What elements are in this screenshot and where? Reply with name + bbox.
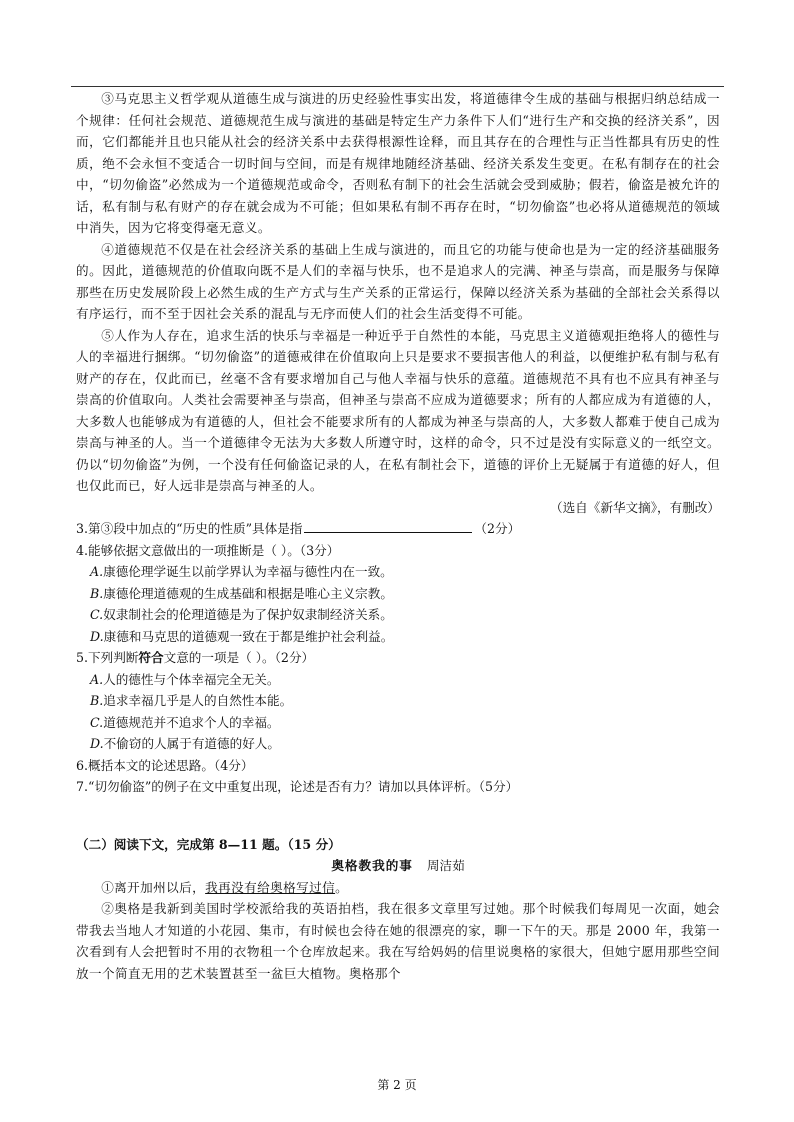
option-text: 追求幸福几乎是人的自然性本能。 (103, 693, 293, 708)
story-paragraph-2: ②奥格是我新到美国时学校派给我的英语拍档，我在很多文章里写过她。那个时候我们每周见一次面，她会带我去当地人才知道的小花园、集市，有时候也会待在她的很漂亮的家，聊一下午的天。那是 2000 年，我第一次看到有人会把暂时不用的衣物租一个仓库放起来。我在写给妈妈的信里说奥格的家很大，但她宁愿用那些空间放一个简直无用的艺术装置甚至一盆巨大植物。奥格那个 (76, 901, 720, 981)
story-title: 奥格教我的事 (331, 858, 413, 873)
paragraph-4: ④道德规范不仅是在社会经济关系的基础上生成与演进的，而且它的功能与使命也是为一定的经济基础服务的。因此，道德规范的价值取向既不是人们的幸福与快乐，也不是追求人的完满、神圣与崇高，而是服务与保障那些在历史发展阶段上必然生成的生产方式与生产关系的正常运行，保障以经济关系为基础的全部社会关系得以有序运行，而不至于因社会关系的混乱与无序而使人们的社会生活变得不可能。 (76, 241, 720, 321)
question-6: 6.概括本文的论述思路。（4分） (76, 757, 254, 773)
option-letter: A. (90, 671, 104, 687)
question-5-keyword: 符合 (138, 650, 164, 665)
option-letter: D. (90, 628, 104, 644)
option-5d (76, 733, 720, 755)
question-5-prefix: 5.下列判断 (76, 650, 139, 665)
question-5 (76, 647, 720, 669)
option-4d (76, 626, 720, 648)
question-7: 7.“切勿偷盗”的例子在文中重复出现，论述是否有力？请加以具体评析。（5分） (76, 779, 519, 794)
question-5-suffix: 文意的一项是（ ）。（2分） (163, 650, 315, 665)
option-5c (76, 712, 720, 734)
option-letter: C. (90, 714, 104, 730)
paragraph-5: ⑤人作为人存在，追求生活的快乐与幸福是一种近乎于自然性的本能，马克思主义道德观拒绝将人的德性与人的幸福进行捆绑。“切勿偷盗”的道德戒律在价值取向上只是要求不要损害他人的利益，以便维护私有制与私有财产的存在，仅此而已，丝毫不含有要求增加自己与他人幸福与快乐的意蕴。道德规范不具有也不应具有神圣与崇高的价值取向。人类社会需要神圣与崇高，但神圣与崇高不应成为道德要求；所有的人都应成为有道德的人，大多数人也能够成为有道德的人，但社会不能要求所有的人都成为神圣与崇高的人，大多数人都难于使自己成为崇高与神圣的人。当一个道德律令无法为大多数人所遵守时，这样的命令，只不过是没有实际意义的一纸空文。仍以“切勿偷盗”为例，一个没有任何偷盗记录的人，在私有制社会下，道德的评价上无疑属于有道德的好人，但也仅此而已，好人远非是崇高与神圣的人。 (76, 327, 720, 493)
story-title-line (76, 855, 720, 877)
header-rule (71, 86, 724, 87)
option-letter: B. (90, 693, 104, 708)
section-2-heading: （二）阅读下文，完成第 8—11 题。（15 分） (76, 836, 341, 852)
question-4: 4.能够依据文意做出的一项推断是（ ）。（3分） (76, 542, 340, 558)
exam-page-body (76, 88, 720, 984)
story-author: 周洁茹 (426, 858, 465, 873)
question-3-text: 3.第③段中加点的“历史的性质”具体是指 (76, 521, 303, 536)
option-text: 人的德性与个体幸福完全无关。 (103, 671, 280, 687)
question-3-score: （2分） (474, 521, 521, 536)
page-number: 第 2 页 (377, 1078, 417, 1092)
option-4b (76, 583, 720, 605)
option-letter: C. (90, 607, 104, 622)
answer-blank[interactable] (304, 519, 472, 533)
option-4a (76, 561, 720, 583)
option-letter: A. (90, 564, 104, 579)
option-text: 奴隶制社会的伦理道德是为了保护奴隶制经济关系。 (103, 607, 393, 622)
option-5a (76, 669, 720, 691)
question-3 (76, 518, 720, 540)
underlined-sentence: 我再没有给奥格写过信 (205, 879, 336, 895)
story-paragraph-1 (76, 877, 720, 899)
option-text: 康德和马克思的道德观一致在于都是维护社会利益。 (103, 628, 394, 644)
option-letter: D. (90, 736, 104, 751)
paragraph-3: ③马克思主义哲学观从道德生成与演进的历史经验性事实出发，将道德律令生成的基础与根据归纳总结成一个规律：任何社会规范、道德规范生成与演进的基础是特定生产力条件下人们“进行生产和交换的经济关系”，因而，它们都能并且也只能从社会的经济关系中去获得根源性诠释，而且其存在的合理性与正当性都具有历史的性质，绝不会永恒不变适合一切时间与空间，而是有规律地随经济基础、经济关系发生变更。在私有制存在的社会中，“切勿偷盗”必然成为一个道德规范或命令，否则私有制下的社会生活就会受到威胁；假若，偷盗是被允许的话，私有制与私有财产的存在就会成为不可能；但如果私有制不再存在时，“切勿偷盗”也必将从道德规范的领域中消失，因为它将变得毫无意义。 (76, 91, 720, 235)
story-p1-prefix: ①离开加州以后， (101, 879, 206, 895)
option-text: 道德规范并不追求个人的幸福。 (103, 714, 280, 730)
option-5b (76, 690, 720, 712)
option-text: 康德伦理道德观的生成基础和根据是唯心主义宗教。 (103, 585, 393, 601)
story-p1-suffix: 。 (335, 879, 349, 895)
source-citation: （选自《新华文摘》，有删改） (549, 499, 720, 515)
option-4c (76, 604, 720, 626)
option-text: 康德伦理学诞生以前学界认为幸福与德性内在一致。 (103, 564, 393, 579)
option-text: 不偷窃的人属于有道德的好人。 (103, 736, 280, 751)
option-letter: B. (90, 585, 104, 601)
